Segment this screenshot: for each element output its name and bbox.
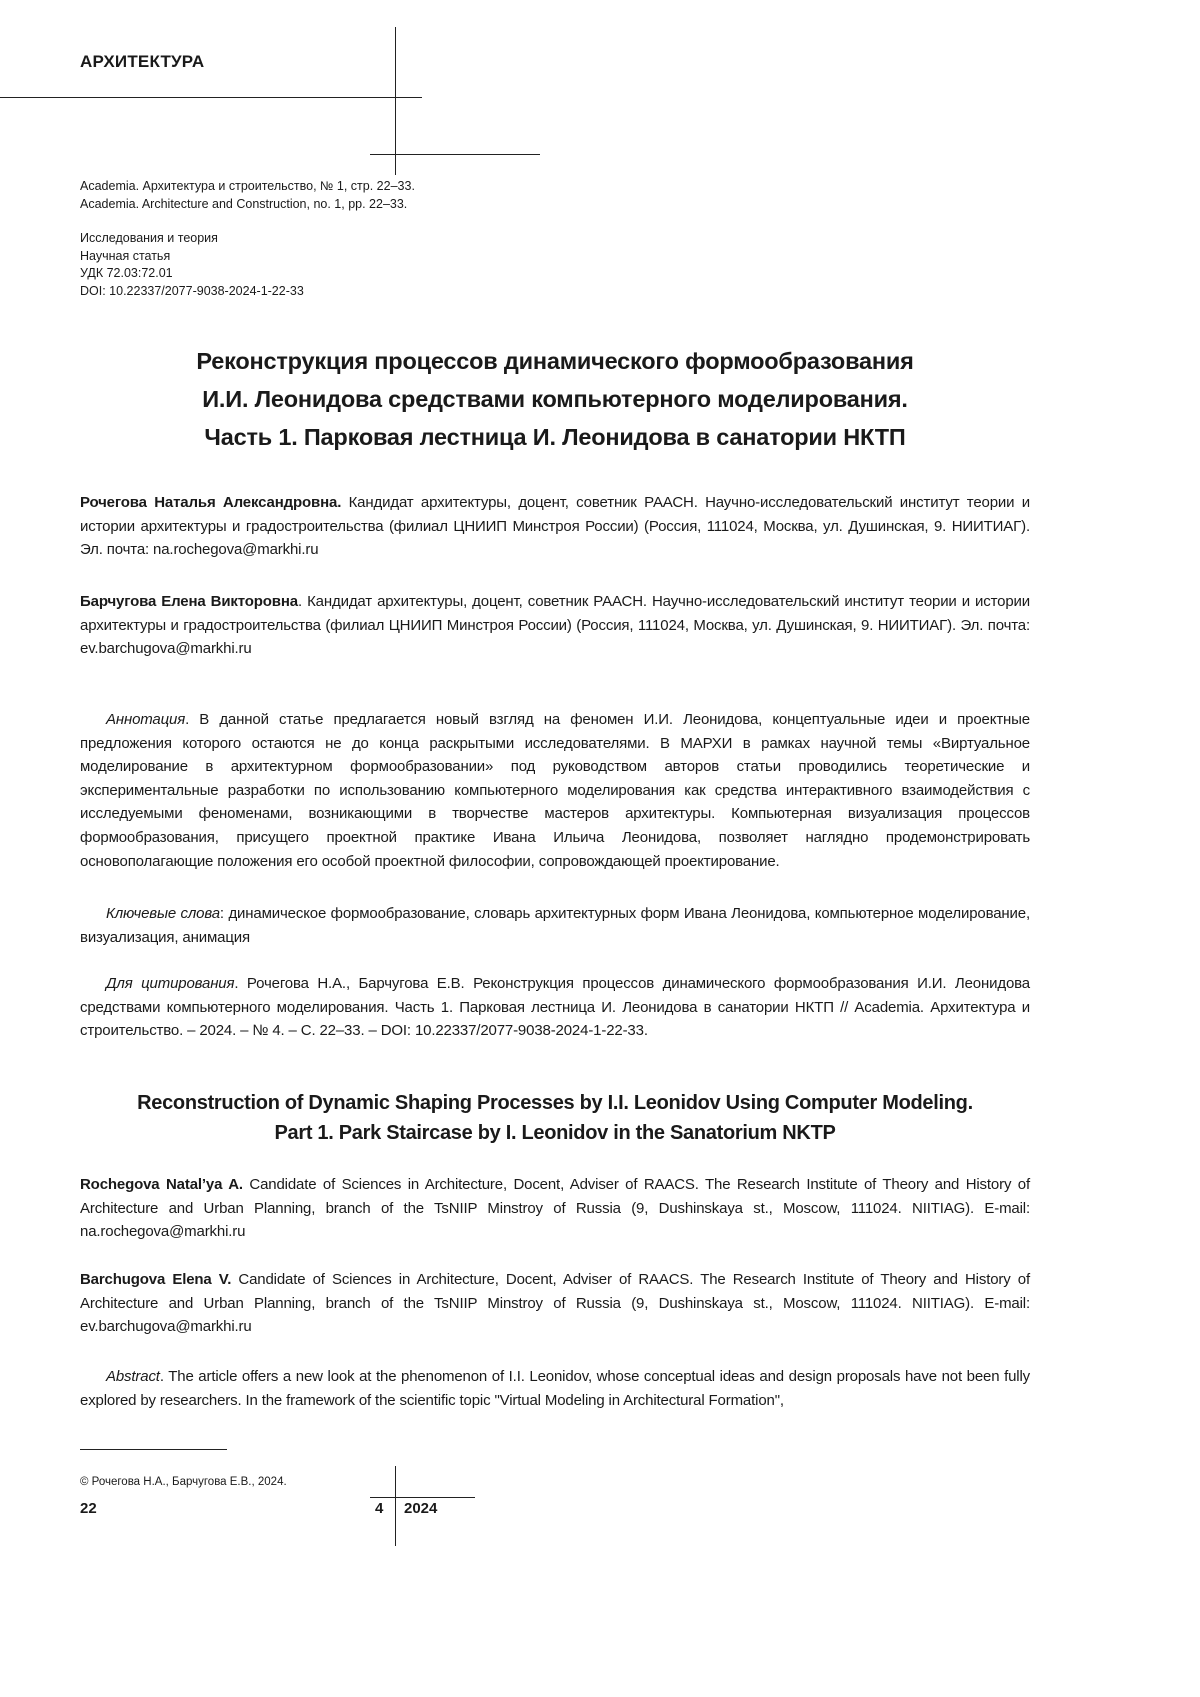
keywords-label: Ключевые слова (106, 905, 220, 922)
udk: УДК 72.03:72.01 (80, 265, 304, 283)
author-ru-2 (80, 590, 1030, 661)
cite-text: . Рочегова Н.А., Барчугова Е.В. Реконструкция процессов динамического формообразования И.И. Леонидова средствами компьютерного моделирования. Часть 1. Парковая лестница И. Леонидова в санатории НКТП // Academia. Архитектура и строительство. – 2024. – № 4. – С. 22–33. – DOI: 10.22337/2077-9038-2024-1-22-33. (80, 975, 1030, 1039)
issue-number: 4 (375, 1500, 383, 1517)
issue-year: 2024 (404, 1500, 437, 1517)
footer-rule-vertical (395, 1466, 396, 1546)
abstract-label: Abstract (106, 1368, 160, 1385)
title-line: И.И. Леонидова средствами компьютерного моделирования. (80, 380, 1030, 418)
annotation-label: Аннотация (106, 711, 185, 728)
title-line: Part 1. Park Staircase by I. Leonidov in the Sanatorium NKTP (80, 1118, 1030, 1148)
title-line: Reconstruction of Dynamic Shaping Processes by I.I. Leonidov Using Computer Modeling. (80, 1088, 1030, 1118)
doi: DOI: 10.22337/2077-9038-2024-1-22-33 (80, 283, 304, 301)
author-info: Candidate of Sciences in Architecture, Docent, Adviser of RAACS. The Research Institute of Theory and History of Architecture and Urban Planning, branch of the TsNIIP Minstroy of Russia (9, Dushinskaya st., Moscow, 111024. NIITIAG). E-mail: ev.barchugova@markhi.ru (80, 1271, 1030, 1335)
cite-label: Для цитирования (106, 975, 234, 992)
annotation-text: . В данной статье предлагается новый взгляд на феномен И.И. Леонидова, концептуальные идеи и проектные предложения которого остаются не до конца раскрытыми исследователями. В МАРХИ в рамках научной темы «Виртуальное моделирование в архитектурном формообразовании» под руководством авторов статьи проводились теоретические и экспериментальные разработки по использованию компьютерного моделирования как средства интерактивного взаимодействия с исследуемыми феноменами, возникающими в творчестве мастеров архитектуры. Компьютерная визуализация процессов формообразования, присущего проектной практике Ивана Ильича Леонидова, позволяет наглядно продемонстрировать основополагающие положения его особой проектной философии, сопровождающей проектирование. (80, 711, 1030, 870)
abstract (80, 1365, 1030, 1412)
author-name: Barchugova Elena V. (80, 1271, 231, 1288)
title-line: Реконструкция процессов динамического формообразования (80, 342, 1030, 380)
section-heading: АРХИТЕКТУРА (80, 52, 204, 72)
page-number: 22 (80, 1500, 97, 1517)
title-ru (80, 342, 1030, 456)
footnote-rule (80, 1449, 227, 1450)
header-rule-vertical (395, 27, 396, 175)
author-info: Кандидат архитектуры, доцент, советник РААСН. Научно-исследовательский институт теории и истории архитектуры и градостроительства (филиал ЦНИИП Минстроя России) (Россия, 111024, Москва, ул. Душинская, 9. НИИТИАГ). Эл. почта: na.rochegova@markhi.ru (80, 494, 1030, 558)
author-info: Candidate of Sciences in Architecture, Docent, Adviser of RAACS. The Research Institute of Theory and History of Architecture and Urban Planning, branch of the TsNIIP Minstroy of Russia (9, Dushinskaya st., Moscow, 111024. NIITIAG). E-mail: na.rochegova@markhi.ru (80, 1176, 1030, 1240)
citation-en: Academia. Architecture and Construction, no. 1, pp. 22–33. (80, 196, 415, 214)
article-meta (80, 230, 304, 300)
author-en-1 (80, 1173, 1030, 1244)
author-ru-1 (80, 491, 1030, 562)
author-info: . Кандидат архитектуры, доцент, советник РААСН. Научно-исследовательский институт теории и истории архитектуры и градостроительства (филиал ЦНИИП Минстроя России) (Россия, 111024, Москва, ул. Душинская, 9. НИИТИАГ). Эл. почта: ev.barchugova@markhi.ru (80, 593, 1030, 657)
header-rule-horizontal-2 (370, 154, 540, 155)
category: Исследования и теория (80, 230, 304, 248)
keywords-text: : динамическое формообразование, словарь архитектурных форм Ивана Леонидова, компьютерное моделирование, визуализация, анимация (80, 905, 1030, 946)
author-name: Рочегова Наталья Александровна. (80, 494, 341, 511)
citation-ru: Academia. Архитектура и строительство, № 1, стр. 22–33. (80, 178, 415, 196)
article-type: Научная статья (80, 248, 304, 266)
title-en (80, 1088, 1030, 1148)
author-name: Rochegova Natal’ya A. (80, 1176, 243, 1193)
cite-as (80, 972, 1030, 1043)
author-en-2 (80, 1268, 1030, 1339)
keywords (80, 902, 1030, 949)
journal-citation (80, 178, 415, 213)
header-rule-horizontal (0, 97, 422, 98)
footnote: © Рочегова Н.А., Барчугова Е.В., 2024. (80, 1476, 287, 1488)
footer-rule-horizontal (370, 1497, 475, 1498)
author-name: Барчугова Елена Викторовна (80, 593, 298, 610)
annotation (80, 708, 1030, 873)
title-line: Часть 1. Парковая лестница И. Леонидова в санатории НКТП (80, 418, 1030, 456)
abstract-text: . The article offers a new look at the phenomenon of I.I. Leonidov, whose conceptual ideas and design proposals have not been fully explored by researchers. In the framework of the scientific topic "Virtual Modeling in Architectural Formation", (80, 1368, 1030, 1409)
